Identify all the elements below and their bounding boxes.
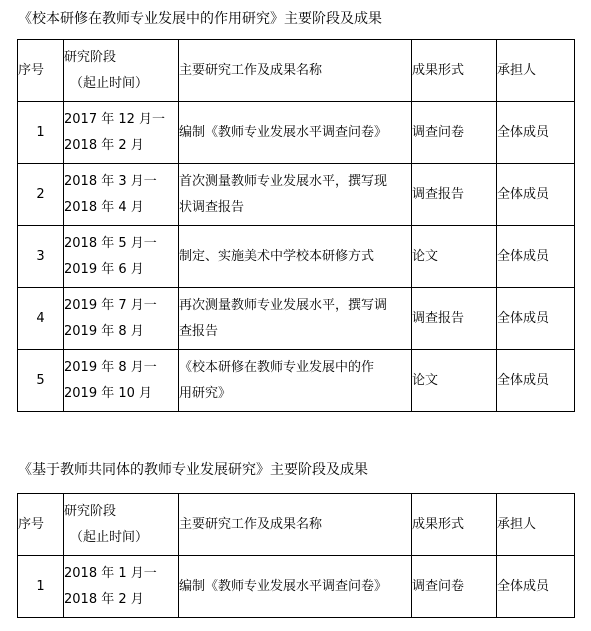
row-form: 论文 [412, 226, 497, 288]
row-stage-end: 2018 年 4 月 [64, 199, 144, 215]
row-work-line1: 首次测量教师专业发展水平，撰写现 [179, 173, 388, 189]
row-work [179, 350, 412, 412]
header-work: 主要研究工作及成果名称 [179, 40, 412, 102]
header-owner: 承担人 [497, 40, 575, 102]
row-form: 调查问卷 [412, 102, 497, 164]
row-work-line1: 编制《教师专业发展水平调查问卷》 [179, 124, 388, 140]
header-stage [64, 40, 179, 102]
table-row [18, 102, 575, 164]
stages-table-2 [17, 493, 575, 618]
row-stage-end: 2019 年 6 月 [64, 261, 144, 277]
header-stage [64, 494, 179, 556]
table-header-row [18, 40, 575, 102]
table-row [18, 164, 575, 226]
row-form: 调查问卷 [412, 556, 497, 618]
row-stage-end: 2018 年 2 月 [64, 137, 144, 153]
row-seq: 5 [18, 350, 64, 412]
row-stage-end: 2019 年 8 月 [64, 323, 144, 339]
table-header-row [18, 494, 575, 556]
row-owner: 全体成员 [497, 556, 575, 618]
row-owner: 全体成员 [497, 164, 575, 226]
row-stage-start: 2017 年 12 月一 [64, 111, 166, 127]
row-form: 论文 [412, 350, 497, 412]
row-stage-start: 2019 年 8 月一 [64, 359, 157, 375]
row-stage-end: 2018 年 2 月 [64, 591, 144, 607]
row-seq: 4 [18, 288, 64, 350]
row-work-line1: 《校本研修在教师专业发展中的作 [179, 359, 375, 375]
row-stage [64, 288, 179, 350]
row-owner: 全体成员 [497, 226, 575, 288]
section-2-title: 《基于教师共同体的教师专业发展研究》主要阶段及成果 [18, 462, 368, 478]
section-1-title: 《校本研修在教师专业发展中的作用研究》主要阶段及成果 [18, 11, 382, 27]
row-owner: 全体成员 [497, 350, 575, 412]
header-stage-line2: （起止时间） [70, 529, 149, 545]
table-row [18, 226, 575, 288]
row-stage-end: 2019 年 10 月 [64, 385, 153, 401]
row-stage [64, 556, 179, 618]
row-stage [64, 102, 179, 164]
table-row [18, 288, 575, 350]
row-stage-start: 2018 年 5 月一 [64, 235, 157, 251]
table-row [18, 350, 575, 412]
row-stage [64, 164, 179, 226]
header-seq: 序号 [18, 494, 64, 556]
row-stage-start: 2018 年 3 月一 [64, 173, 157, 189]
table-row [18, 556, 575, 618]
row-work [179, 164, 412, 226]
row-work [179, 226, 412, 288]
row-work-line1: 再次测量教师专业发展水平，撰写调 [179, 297, 388, 313]
row-stage-start: 2018 年 1 月一 [64, 565, 157, 581]
header-seq: 序号 [18, 40, 64, 102]
row-form: 调查报告 [412, 164, 497, 226]
row-seq: 1 [18, 556, 64, 618]
header-stage-line2: （起止时间） [70, 75, 149, 91]
row-seq: 1 [18, 102, 64, 164]
row-work [179, 102, 412, 164]
row-work-line1: 制定、实施美术中学校本研修方式 [179, 248, 375, 264]
row-form: 调查报告 [412, 288, 497, 350]
row-stage [64, 350, 179, 412]
stages-table-1 [17, 39, 575, 412]
row-work [179, 288, 412, 350]
header-form: 成果形式 [412, 494, 497, 556]
row-seq: 3 [18, 226, 64, 288]
row-work-line2: 查报告 [179, 323, 219, 339]
row-stage-start: 2019 年 7 月一 [64, 297, 157, 313]
row-work [179, 556, 412, 618]
header-stage-line1: 研究阶段 [64, 49, 117, 65]
header-form: 成果形式 [412, 40, 497, 102]
row-work-line2: 状调查报告 [179, 199, 245, 215]
row-seq: 2 [18, 164, 64, 226]
row-stage [64, 226, 179, 288]
header-work: 主要研究工作及成果名称 [179, 494, 412, 556]
row-work-line1: 编制《教师专业发展水平调查问卷》 [179, 578, 388, 594]
header-stage-line1: 研究阶段 [64, 503, 117, 519]
row-owner: 全体成员 [497, 288, 575, 350]
header-owner: 承担人 [497, 494, 575, 556]
row-work-line2: 用研究》 [179, 385, 232, 401]
row-owner: 全体成员 [497, 102, 575, 164]
